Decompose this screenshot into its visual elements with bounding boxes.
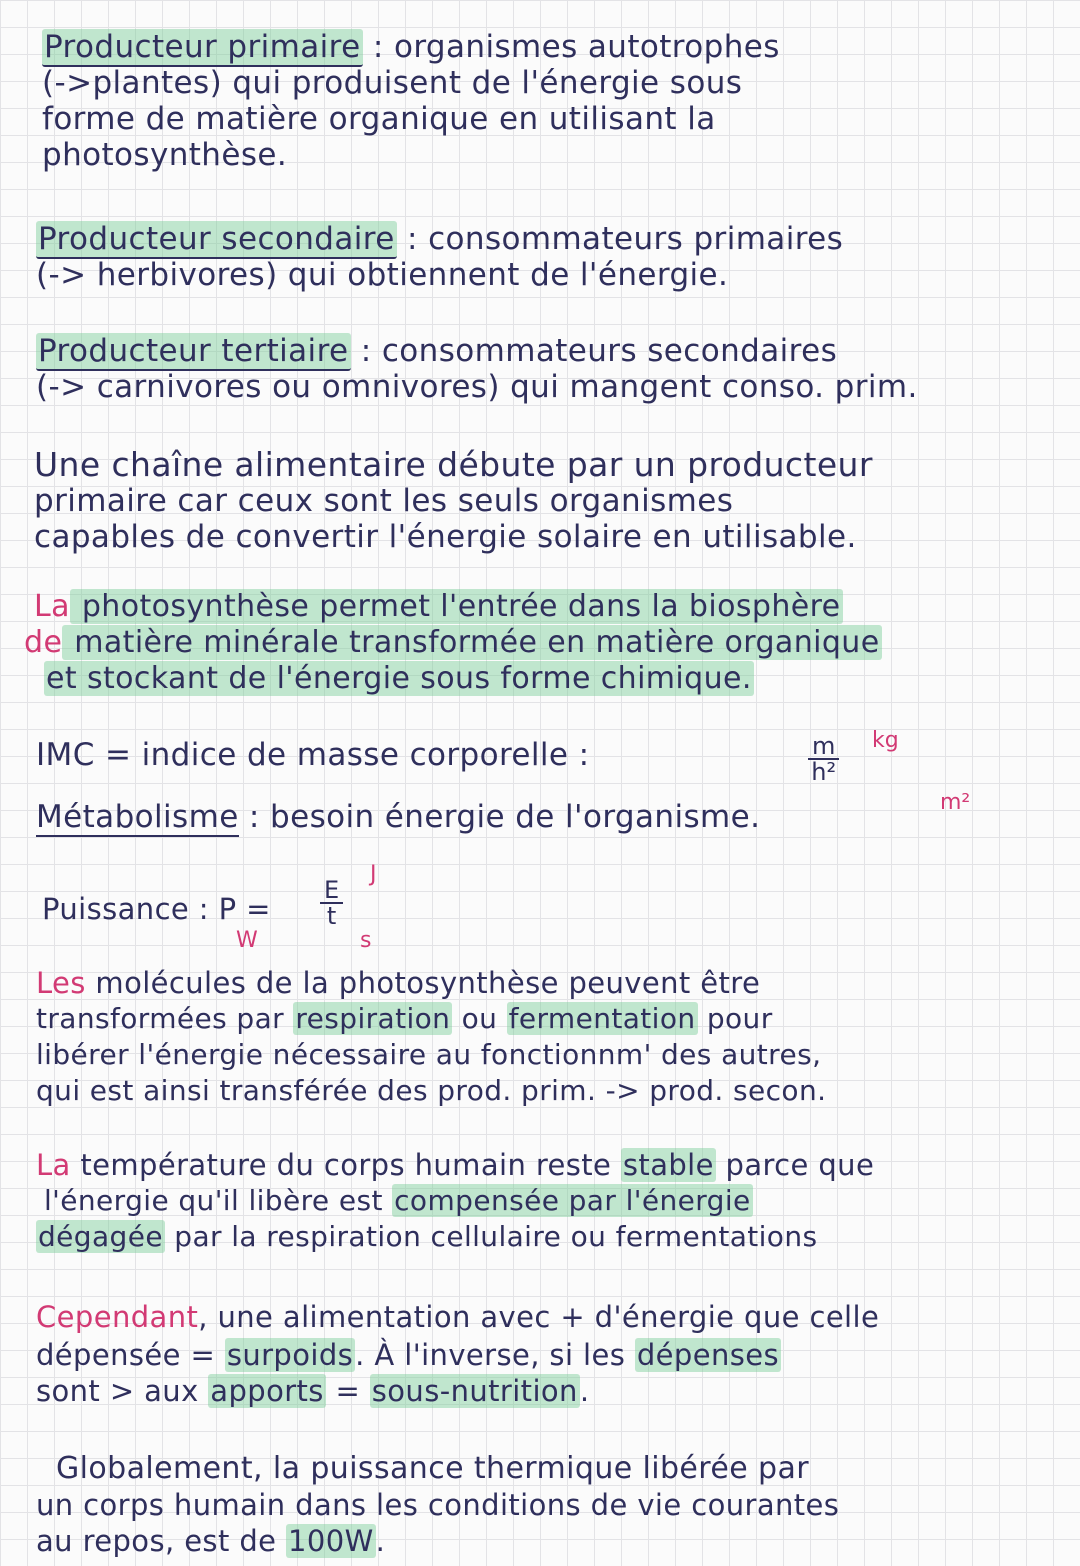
term-fermentation: fermentation (508, 1002, 696, 1035)
p5-line-1-pink: La (34, 589, 70, 624)
p3-line-2: (-> carnivores ou omnivores) qui mangent conso. prim. (36, 369, 918, 405)
p6-line-1 (36, 966, 760, 1000)
p6-line-1-text: molécules de la photosynthèse peuvent être (85, 966, 761, 1000)
p4-line-2: primaire car ceux sont les seuls organismes (34, 483, 734, 519)
p8-line-2-b: . À l'inverse, si les (355, 1338, 635, 1372)
p1-line-4: photosynthèse. (42, 137, 288, 173)
p9-line-3 (36, 1524, 385, 1558)
imc-unit-m2: m² (940, 790, 971, 815)
p8-line-3-b: = (325, 1374, 370, 1408)
p2-line-1 (36, 222, 843, 256)
p2-line-2: (-> herbivores) qui obtiennent de l'énergie. (36, 257, 729, 293)
p5-line-2 (24, 626, 882, 660)
imc-line: IMC = indice de masse corporelle : (36, 737, 590, 773)
p3-line-1 (36, 334, 837, 368)
p5-line-3-highlight: et stockant de l'énergie sous forme chimique. (46, 661, 752, 696)
p7-line-1-pink: La (36, 1148, 71, 1182)
term-degagee: dégagée (38, 1220, 163, 1253)
p8-line-3-a: sont > aux (36, 1374, 209, 1408)
metabolisme-line (36, 800, 760, 834)
p7-line-1-b: parce que (715, 1148, 875, 1182)
term-apports: apports (210, 1374, 324, 1408)
p9-line-2: un corps humain dans les conditions de vie courantes (36, 1488, 840, 1522)
p6-line-2-c: pour (697, 1002, 773, 1035)
p4-line-3: capables de convertir l'énergie solaire en utilisable. (34, 519, 857, 555)
p5-line-2-highlight: matière minérale transformée en matière organique (64, 625, 880, 660)
p9-line-3-a: au repos, est de (36, 1524, 287, 1558)
p1-line-1-text: : organismes autotrophes (362, 29, 780, 65)
term-depenses: dépenses (636, 1338, 779, 1372)
metabolisme-text: : besoin énergie de l'organisme. (238, 799, 761, 835)
p5-line-3 (44, 662, 754, 696)
p7-line-1 (36, 1148, 874, 1182)
imc-unit-kg: kg (872, 728, 899, 753)
term-producteur-secondaire: Producteur secondaire (38, 221, 395, 257)
term-producteur-tertiaire: Producteur tertiaire (38, 333, 349, 369)
p9-line-3-b: . (375, 1524, 386, 1558)
value-100w: 100W (288, 1524, 374, 1558)
p5-line-1 (34, 590, 843, 624)
p1-line-2: (->plantes) qui produisent de l'énergie sous (42, 65, 743, 101)
imc-fraction (808, 734, 839, 784)
puissance-numerator: E (320, 878, 343, 904)
p8-line-1 (36, 1300, 879, 1334)
p6-line-3: libérer l'énergie nécessaire au fonctionnm' des autres, (36, 1038, 822, 1071)
p1-line-3: forme de matière organique en utilisant la (42, 101, 716, 137)
p5-line-2-pink: de (24, 625, 63, 660)
term-sous-nutrition: sous-nutrition (371, 1374, 578, 1408)
p5-line-1-highlight: photosynthèse permet l'entrée dans la biosphère (71, 589, 841, 624)
p8-line-1-pink: Cependant (36, 1300, 199, 1334)
p7-line-2-a: l'énergie qu'il libère est (44, 1184, 393, 1217)
puissance-unit-s: s (360, 928, 372, 953)
p8-line-1-text: , une alimentation avec + d'énergie que celle (198, 1300, 880, 1334)
puissance-unit-w: W (236, 928, 258, 953)
p9-line-1: Globalement, la puissance thermique libérée par (56, 1451, 809, 1486)
term-producteur-primaire: Producteur primaire (44, 29, 361, 65)
p8-line-3 (36, 1374, 589, 1408)
imc-denominator: h² (811, 758, 837, 786)
puissance-unit-j: J (370, 862, 377, 887)
term-surpoids: surpoids (226, 1338, 354, 1372)
p7-line-3 (36, 1220, 817, 1254)
term-metabolisme: Métabolisme (36, 799, 239, 835)
p7-line-2 (44, 1184, 753, 1218)
p7-line-1-a: température du corps humain reste (70, 1148, 621, 1182)
p4-line-1: Une chaîne alimentaire débute par un producteur (34, 445, 873, 484)
p6-line-2-a: transformées par (36, 1002, 294, 1035)
puissance-fraction (320, 878, 343, 928)
term-respiration: respiration (295, 1002, 451, 1035)
term-compensee: compensée par l'énergie (394, 1184, 751, 1217)
p8-line-3-c: . (579, 1374, 590, 1408)
p6-line-1-pink: Les (36, 966, 86, 1000)
p2-line-1-text: : consommateurs primaires (396, 221, 844, 257)
p8-line-2 (36, 1338, 781, 1372)
p6-line-2 (36, 1002, 773, 1036)
p6-line-2-b: ou (452, 1002, 507, 1035)
p7-line-3-b: par la respiration cellulaire ou fermentations (164, 1220, 818, 1253)
p6-line-4: qui est ainsi transférée des prod. prim. -> prod. secon. (36, 1074, 827, 1107)
p1-line-1 (42, 30, 780, 64)
puissance-line: Puissance : P = (42, 892, 271, 926)
p8-line-2-a: dépensée = (36, 1338, 225, 1372)
imc-numerator: m (808, 734, 839, 760)
puissance-denominator: t (326, 902, 337, 930)
p3-line-1-text: : consommateurs secondaires (350, 333, 838, 369)
term-stable: stable (622, 1148, 714, 1182)
